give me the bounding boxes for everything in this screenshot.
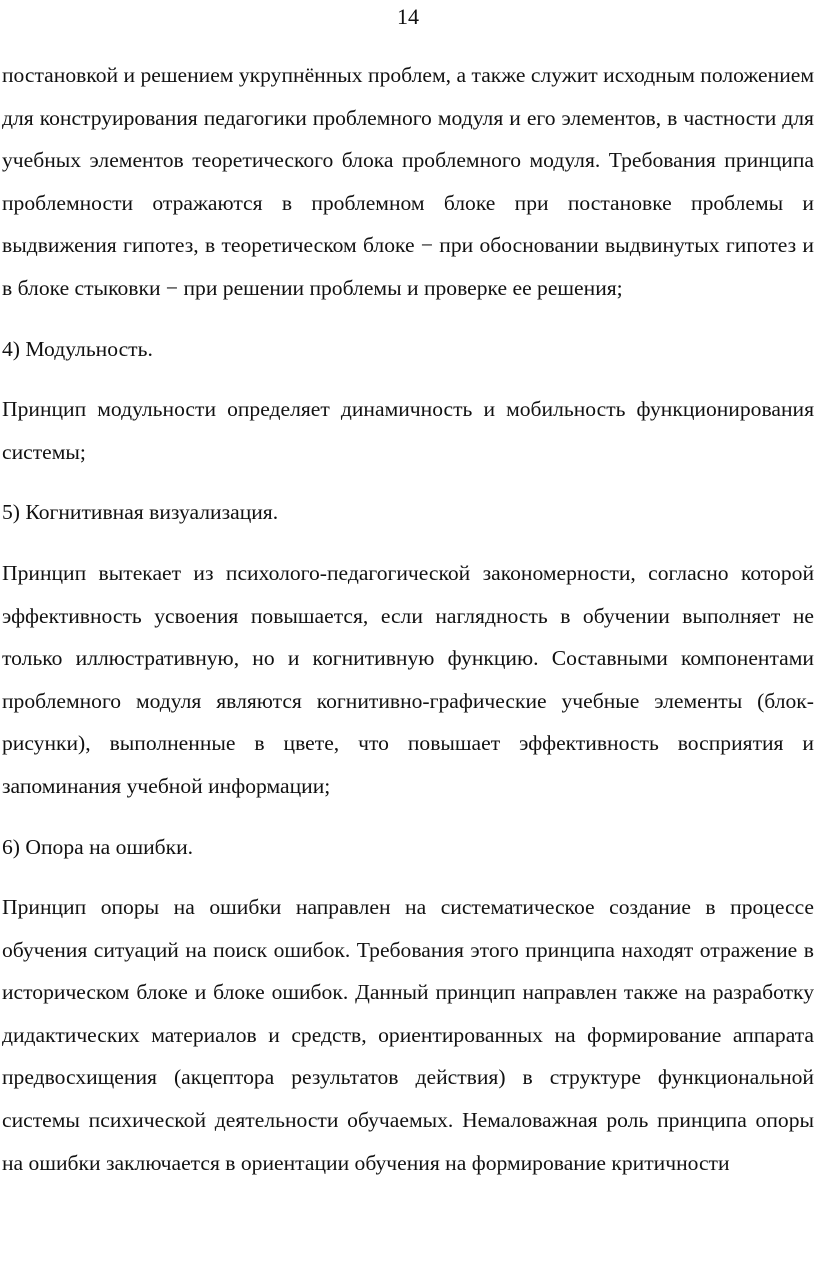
heading-cognitive-visualization: 5) Когнитивная визуализация. — [2, 500, 279, 525]
paragraph-gap — [2, 808, 814, 826]
page-number: 14 — [397, 4, 419, 29]
paragraph-modularity: Принцип модульности определяет динамичность и мобильность функционирования системы; — [2, 397, 814, 464]
paragraph-problematic-principle: постановкой и решением укрупнённых проблем, а также служит исходным положением для конструирования педагогики проблемного модуля и его элементов, в частности для учебных элементов теоретического блока проблемного модуля. Требования принципа проблемности отражаются в проблемном блоке при постановке проблемы и выдвижения гипотез, в теоретическом блоке − при обосновании выдвинутых гипотез и в блоке стыковки − при решении проблемы и проверке ее решения; — [2, 63, 814, 300]
paragraph-gap — [2, 473, 814, 491]
paragraph-reliance-on-errors: Принцип опоры на ошибки направлен на систематическое создание в процессе обучения ситуаций на поиск ошибок. Требования этого принципа находят отражение в историческом блоке и блоке ошибок. Данный принцип направлен также на разработку дидактических материалов и средств, ориентированных на формирование аппарата предвосхищения (акцептора результатов действия) в структуре функциональной системы психической деятельности обучаемых. Немаловажная роль принципа опоры на ошибки заключается в ориентации обучения на формирование критичности — [2, 895, 814, 1175]
document-body — [2, 54, 814, 1184]
paragraph-gap — [2, 370, 814, 388]
heading-reliance-on-errors: 6) Опора на ошибки. — [2, 834, 194, 859]
paragraph-gap — [2, 868, 814, 886]
paragraph-gap — [2, 310, 814, 328]
heading-modularity: 4) Модульность. — [2, 336, 153, 361]
paragraph-cognitive-visualization: Принцип вытекает из психолого-педагогической закономерности, согласно которой эффективность усвоения повышается, если наглядность в обучении выполняет не только иллюстративную, но и когнитивную функцию. Составными компонентами проблемного модуля являются когнитивно-графические учебные элементы (блок-рисунки), выполненные в цвете, что повышает эффективность восприятия и запоминания учебной информации; — [2, 560, 814, 798]
paragraph-gap — [2, 534, 814, 552]
